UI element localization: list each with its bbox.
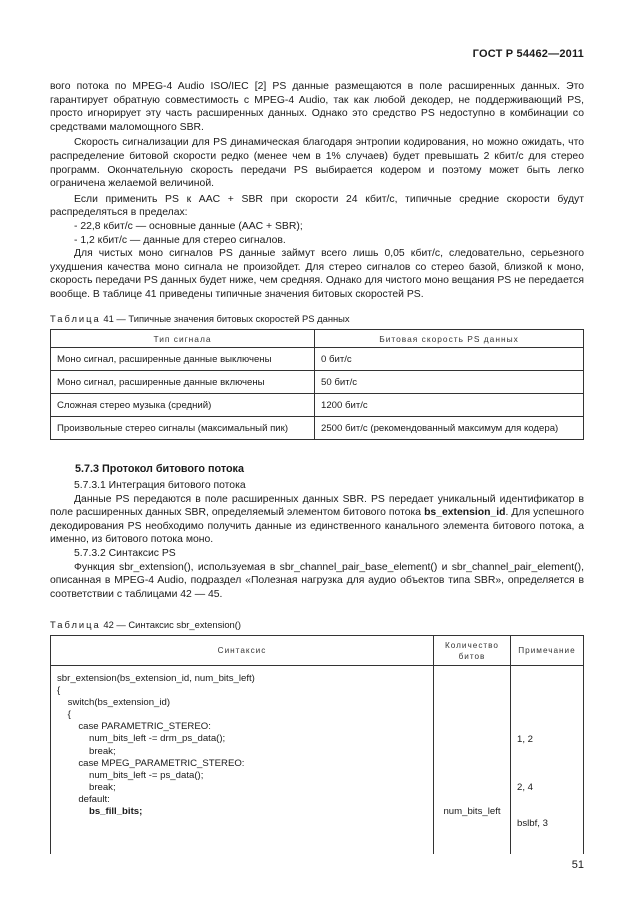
code-line: num_bits_left -= drm_ps_data(); <box>57 733 226 745</box>
table-cell: Моно сигнал, расширенные данные выключены <box>51 348 315 371</box>
table-cell: 1200 бит/с <box>315 394 584 417</box>
code-line: default: <box>57 793 110 805</box>
column-header-bits: Количество битов <box>434 636 511 666</box>
bits-cell <box>434 666 511 855</box>
code-line: { <box>57 709 71 721</box>
syntax-code-cell <box>51 666 434 855</box>
subsection-title-integration: 5.7.3.1 Интеграция битового потока <box>74 480 246 491</box>
bits-value: num_bits_left <box>443 806 501 818</box>
code-line: break; <box>57 745 116 757</box>
document-id-header: ГОСТ Р 54462—2011 <box>472 48 584 60</box>
paragraph-ps-aac-sbr: Если применить PS к AAC + SBR при скорости 24 кбит/с, типичные средние скорости будут распределяться в пределах: <box>50 193 584 219</box>
keyword-bs-extension-id: bs_extension_id <box>424 507 506 519</box>
table-row <box>51 666 584 855</box>
paragraph-mono-signals: Для чистых моно сигналов PS данные займут всего лишь 0,05 кбит/с, следовательно, серьезного ухудшения качества моно сигнала не произойдет. Для стерео сигналов со стерео базой, близкой к моно, скорость передачи PS данных будет ниже, чем средняя. Однако для чистого моно вещания PS не передается вообще. В таблице 41 приведены типичные значения битовых скоростей PS. <box>50 248 584 300</box>
code-line: break; <box>57 781 116 793</box>
paragraph-integration: Данные PS передаются в поле расширенных данных SBR. PS передает уникальный идентификатор в поле расширенных данных SBR, определяемый элементом битового потока bs_extension_id. Для успешного декодирования PS необходимо получить данные из единственного канального элемента битового потока, а именно, из битового потока моно. <box>50 493 584 546</box>
section-text-block <box>50 479 584 601</box>
paragraph-continuation: вого потока по MPEG-4 Audio ISO/IEC [2] PS данные размещаются в поле расширенных данных. Это гарантирует обратную совместимость с MPEG-4 Audio, так как любой декодер, не поддерживающий PS, просто игнорирует эту часть расширенных данных. Однако это средство PS недоступно в комбинации со средствами маломощного SBR. <box>50 81 584 133</box>
table-cell: Моно сигнал, расширенные данные включены <box>51 371 315 394</box>
code-line: case PARAMETRIC_STEREO: <box>57 721 211 733</box>
table-cell: 2500 бит/с (рекомендованный максимум для кодера) <box>315 417 584 440</box>
list-item-stereo-data: - 1,2 кбит/с — данные для стерео сигналов. <box>74 234 286 246</box>
table-row <box>51 348 584 371</box>
code-line: bs_fill_bits; <box>57 806 143 818</box>
table-cell: Сложная стерео музыка (средний) <box>51 394 315 417</box>
table-cell: 0 бит/с <box>315 348 584 371</box>
note-value: bslbf, 3 <box>517 818 548 830</box>
paragraph-syntax: Функция sbr_extension(), используемая в sbr_channel_pair_base_element() и sbr_channel_pair_element(), описанная в MPEG-4 Audio, подраздел «Полезная нагрузка для аудио объектов типа SBR», определяется в соответствии с таблицами 42 — 45. <box>50 561 584 600</box>
list-item-core-data: - 22,8 кбит/с — основные данные (AAC + SBR); <box>74 220 303 232</box>
table-row <box>51 394 584 417</box>
table42-caption: Таблица 42 — Синтаксис sbr_extension() <box>50 619 242 630</box>
table-cell: Произвольные стерео сигналы (максимальный пик) <box>51 417 315 440</box>
table-header-row <box>51 636 584 666</box>
page-number: 51 <box>571 859 584 871</box>
table-row <box>51 371 584 394</box>
section-title: 5.7.3 Протокол битового потока <box>75 463 244 475</box>
table-sbr-extension-syntax <box>50 635 584 854</box>
column-header-bitrate: Битовая скорость PS данных <box>315 330 584 348</box>
code-line: switch(bs_extension_id) <box>57 697 171 709</box>
code-line: { <box>57 685 61 697</box>
table-ps-bitrates <box>50 329 584 440</box>
column-header-note: Примечание <box>511 636 584 666</box>
paragraph-signaling-rate: Скорость сигнализации для PS динамическая благодаря энтропии кодирования, но можно ожидать, что распределение битовой скорости редко (менее чем в 1% случаев) будет превышать 2 кбит/с для стерео программ. Окончательную скорость передачи PS выбирается кодером и поэтому может быть легко ограничена желаемой величиной. <box>50 137 584 190</box>
note-value: 2, 4 <box>517 781 534 793</box>
note-value: 1, 2 <box>517 733 534 745</box>
table41-caption: Таблица 41 — Типичные значения битовых скоростей PS данных <box>50 313 350 324</box>
code-line: sbr_extension(bs_extension_id, num_bits_left) <box>57 673 255 684</box>
intro-text-block <box>50 80 584 302</box>
subsection-title-syntax: 5.7.3.2 Синтаксис PS <box>74 547 176 559</box>
table-row <box>51 417 584 440</box>
code-line: case MPEG_PARAMETRIC_STEREO: <box>57 757 245 769</box>
code-line: num_bits_left -= ps_data(); <box>57 769 204 781</box>
notes-cell <box>511 666 584 855</box>
column-header-signal-type: Тип сигнала <box>51 330 315 348</box>
table-cell: 50 бит/с <box>315 371 584 394</box>
column-header-syntax: Синтаксис <box>51 636 434 666</box>
table-header-row <box>51 330 584 348</box>
